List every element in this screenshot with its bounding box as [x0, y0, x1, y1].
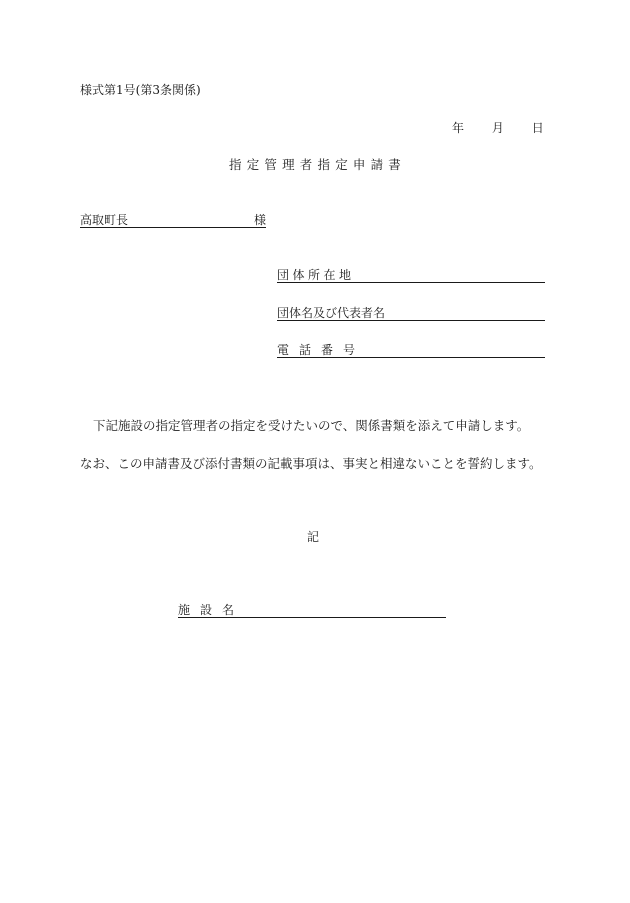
addressee-name: 高取町長 — [80, 213, 129, 227]
form-number: 様式第1号(第3条関係) — [80, 83, 201, 97]
facility-name-field[interactable] — [178, 601, 446, 618]
facility-name-label: 施設名 — [178, 603, 245, 617]
document-title: 指定管理者指定申請書 — [229, 157, 407, 172]
organization-representative-label: 団体名及び代表者名 — [277, 306, 386, 320]
phone-number-field[interactable] — [277, 341, 545, 358]
date-month-label: 月 — [491, 121, 504, 135]
pledge-paragraph: なお、この申請書及び添付書類の記載事項は、事実と相違ないことを誓約します。 — [80, 456, 542, 471]
date-row — [452, 119, 544, 136]
organization-representative-field[interactable] — [277, 304, 545, 321]
date-year-label: 年 — [452, 121, 465, 135]
addressee-honorific: 様 — [253, 213, 266, 227]
date-day-label: 日 — [531, 121, 544, 135]
address-label: 団体所在地 — [277, 268, 355, 282]
application-paragraph: 下記施設の指定管理者の指定を受けたいので、関係書類を添えて申請します。 — [93, 418, 530, 433]
addressee-line — [80, 211, 266, 228]
phone-number-label: 電話番号 — [277, 343, 366, 357]
address-field[interactable] — [277, 266, 545, 283]
notation-mark: 記 — [307, 530, 320, 544]
